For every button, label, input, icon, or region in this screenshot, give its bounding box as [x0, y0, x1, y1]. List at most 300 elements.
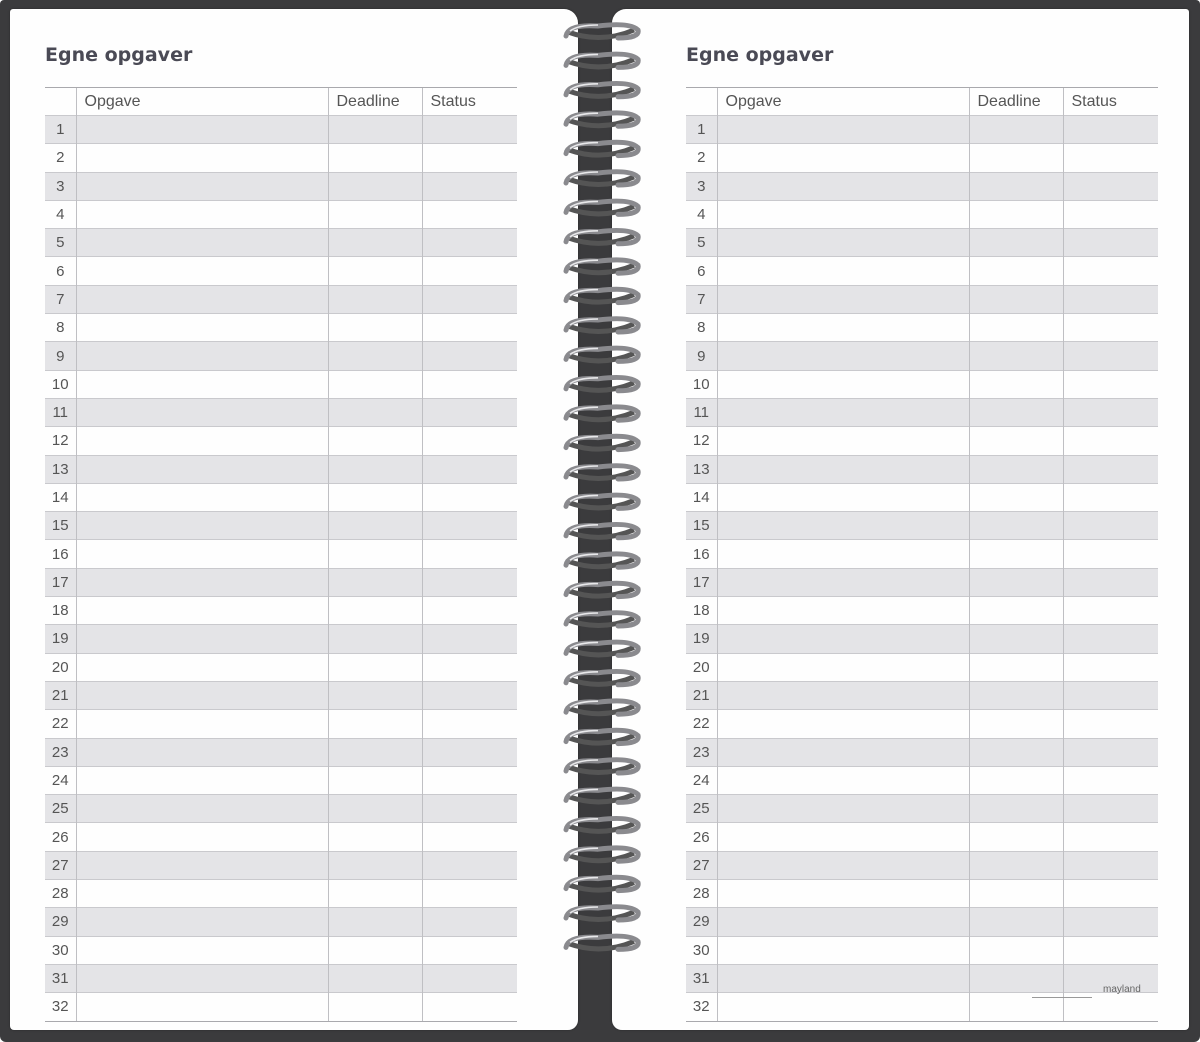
binding-ring: [566, 54, 638, 67]
row-number: 29: [45, 908, 76, 936]
deadline-cell[interactable]: [969, 512, 1063, 540]
row-number: 14: [686, 483, 717, 511]
status-cell[interactable]: [1063, 116, 1158, 144]
task-cell[interactable]: [76, 370, 328, 398]
deadline-cell[interactable]: [328, 285, 422, 313]
status-cell[interactable]: [422, 144, 517, 172]
task-cell[interactable]: [76, 229, 328, 257]
row-number: 3: [45, 172, 76, 200]
brand-logo: mayland: [1103, 984, 1141, 995]
task-cell[interactable]: [717, 964, 969, 992]
table-row: [45, 144, 517, 172]
task-cell[interactable]: [717, 880, 969, 908]
task-cell[interactable]: [717, 936, 969, 964]
binding-ring: [566, 760, 638, 773]
status-cell[interactable]: [1063, 625, 1158, 653]
task-cell[interactable]: [76, 427, 328, 455]
task-cell[interactable]: [717, 370, 969, 398]
row-number: 24: [686, 766, 717, 794]
row-number: 8: [686, 314, 717, 342]
table-row: [45, 681, 517, 709]
status-cell[interactable]: [422, 738, 517, 766]
deadline-cell[interactable]: [328, 908, 422, 936]
binding-ring: [566, 818, 638, 831]
row-number: 23: [45, 738, 76, 766]
task-cell[interactable]: [76, 342, 328, 370]
task-cell[interactable]: [717, 257, 969, 285]
status-cell[interactable]: [422, 172, 517, 200]
header-task: Opgave: [76, 88, 328, 116]
row-number: 2: [686, 144, 717, 172]
deadline-cell[interactable]: [969, 427, 1063, 455]
deadline-cell[interactable]: [328, 681, 422, 709]
deadline-cell[interactable]: [328, 116, 422, 144]
deadline-cell[interactable]: [328, 936, 422, 964]
task-cell[interactable]: [717, 710, 969, 738]
table-row: [686, 908, 1158, 936]
table-row: [45, 200, 517, 228]
deadline-cell[interactable]: [328, 766, 422, 794]
status-cell[interactable]: [1063, 370, 1158, 398]
table-row: [45, 795, 517, 823]
status-cell[interactable]: [422, 964, 517, 992]
deadline-cell[interactable]: [969, 795, 1063, 823]
task-cell[interactable]: [76, 908, 328, 936]
task-cell[interactable]: [717, 172, 969, 200]
row-number: 28: [686, 880, 717, 908]
status-cell[interactable]: [1063, 144, 1158, 172]
status-cell[interactable]: [1063, 172, 1158, 200]
task-cell[interactable]: [717, 625, 969, 653]
status-cell[interactable]: [422, 455, 517, 483]
deadline-cell[interactable]: [328, 144, 422, 172]
deadline-cell[interactable]: [328, 455, 422, 483]
task-cell[interactable]: [717, 398, 969, 426]
status-cell[interactable]: [422, 285, 517, 313]
table-row: [686, 766, 1158, 794]
status-cell[interactable]: [1063, 653, 1158, 681]
status-cell[interactable]: [422, 993, 517, 1021]
task-cell[interactable]: [717, 993, 969, 1021]
status-cell[interactable]: [422, 681, 517, 709]
row-number: 6: [45, 257, 76, 285]
deadline-cell[interactable]: [328, 597, 422, 625]
table-row: [686, 455, 1158, 483]
task-cell[interactable]: [717, 342, 969, 370]
status-cell[interactable]: [422, 908, 517, 936]
table-row: [45, 455, 517, 483]
status-cell[interactable]: [1063, 483, 1158, 511]
binding-ring: [566, 877, 638, 890]
deadline-cell[interactable]: [969, 880, 1063, 908]
binding-ring: [566, 907, 638, 920]
status-cell[interactable]: [422, 370, 517, 398]
deadline-cell[interactable]: [969, 455, 1063, 483]
task-cell[interactable]: [717, 455, 969, 483]
status-cell[interactable]: [1063, 257, 1158, 285]
status-cell[interactable]: [1063, 285, 1158, 313]
row-number: 12: [45, 427, 76, 455]
task-cell[interactable]: [76, 483, 328, 511]
task-cell[interactable]: [76, 540, 328, 568]
deadline-cell[interactable]: [328, 342, 422, 370]
binding-ring: [566, 554, 638, 567]
task-cell[interactable]: [76, 512, 328, 540]
header-deadline: Deadline: [969, 88, 1063, 116]
task-cell[interactable]: [717, 116, 969, 144]
deadline-cell[interactable]: [328, 880, 422, 908]
row-number: 5: [686, 229, 717, 257]
deadline-cell[interactable]: [969, 172, 1063, 200]
row-number: 21: [686, 681, 717, 709]
task-cell[interactable]: [717, 229, 969, 257]
deadline-cell[interactable]: [328, 257, 422, 285]
status-cell[interactable]: [422, 568, 517, 596]
row-number: 16: [686, 540, 717, 568]
row-number: 19: [45, 625, 76, 653]
status-cell[interactable]: [422, 936, 517, 964]
status-cell[interactable]: [422, 823, 517, 851]
binding-ring: [566, 142, 638, 155]
deadline-cell[interactable]: [969, 653, 1063, 681]
binding-ring: [566, 436, 638, 449]
status-cell[interactable]: [422, 710, 517, 738]
table-row: [686, 936, 1158, 964]
deadline-cell[interactable]: [969, 200, 1063, 228]
header-status: Status: [422, 88, 517, 116]
task-cell[interactable]: [76, 597, 328, 625]
table-row: [686, 370, 1158, 398]
task-cell[interactable]: [717, 795, 969, 823]
row-number: 18: [45, 597, 76, 625]
binding-ring: [566, 348, 638, 361]
table-row: [45, 766, 517, 794]
task-cell[interactable]: [76, 625, 328, 653]
deadline-cell[interactable]: [969, 908, 1063, 936]
row-number: 31: [686, 964, 717, 992]
task-cell[interactable]: [76, 964, 328, 992]
status-cell[interactable]: [422, 342, 517, 370]
row-number: 12: [686, 427, 717, 455]
header-task: Opgave: [717, 88, 969, 116]
status-cell[interactable]: [1063, 568, 1158, 596]
status-cell[interactable]: [422, 512, 517, 540]
deadline-cell[interactable]: [328, 398, 422, 426]
deadline-cell[interactable]: [969, 257, 1063, 285]
binding-ring: [566, 172, 638, 185]
deadline-cell[interactable]: [969, 681, 1063, 709]
deadline-cell[interactable]: [328, 512, 422, 540]
task-cell[interactable]: [717, 540, 969, 568]
deadline-cell[interactable]: [969, 710, 1063, 738]
deadline-cell[interactable]: [328, 314, 422, 342]
deadline-cell[interactable]: [969, 936, 1063, 964]
deadline-cell[interactable]: [969, 370, 1063, 398]
status-cell[interactable]: [1063, 681, 1158, 709]
table-row: [686, 653, 1158, 681]
deadline-cell[interactable]: [969, 229, 1063, 257]
status-cell[interactable]: [1063, 880, 1158, 908]
binding-ring: [566, 848, 638, 861]
status-cell[interactable]: [1063, 766, 1158, 794]
table-row: [686, 710, 1158, 738]
table-row: [45, 172, 517, 200]
table-row: [45, 653, 517, 681]
deadline-cell[interactable]: [328, 964, 422, 992]
task-cell[interactable]: [717, 738, 969, 766]
deadline-cell[interactable]: [328, 653, 422, 681]
status-cell[interactable]: [422, 229, 517, 257]
deadline-cell[interactable]: [328, 427, 422, 455]
status-cell[interactable]: [1063, 455, 1158, 483]
status-cell[interactable]: [1063, 597, 1158, 625]
status-cell[interactable]: [422, 625, 517, 653]
task-cell[interactable]: [76, 795, 328, 823]
row-number: 28: [45, 880, 76, 908]
page-title: Egne opgaver: [45, 44, 193, 66]
binding-ring: [566, 701, 638, 714]
task-cell[interactable]: [717, 851, 969, 879]
status-cell[interactable]: [1063, 398, 1158, 426]
deadline-cell[interactable]: [328, 200, 422, 228]
table-row: [686, 795, 1158, 823]
row-number: 25: [45, 795, 76, 823]
binding-ring: [566, 25, 638, 38]
task-cell[interactable]: [717, 483, 969, 511]
task-cell[interactable]: [717, 512, 969, 540]
task-cell[interactable]: [717, 908, 969, 936]
deadline-cell[interactable]: [969, 625, 1063, 653]
row-number: 14: [45, 483, 76, 511]
status-cell[interactable]: [422, 257, 517, 285]
table-row: [45, 342, 517, 370]
table-row: [45, 597, 517, 625]
deadline-cell[interactable]: [328, 710, 422, 738]
table-row: [686, 285, 1158, 313]
row-number: 30: [686, 936, 717, 964]
deadline-cell[interactable]: [328, 568, 422, 596]
task-cell[interactable]: [76, 936, 328, 964]
task-cell[interactable]: [76, 285, 328, 313]
table-row: [45, 427, 517, 455]
status-cell[interactable]: [1063, 512, 1158, 540]
table-row: [45, 398, 517, 426]
row-number: 9: [686, 342, 717, 370]
spiral-binding: [558, 0, 644, 1042]
status-cell[interactable]: [422, 766, 517, 794]
status-cell[interactable]: [422, 427, 517, 455]
row-number: 2: [45, 144, 76, 172]
table-row: [45, 285, 517, 313]
deadline-cell[interactable]: [969, 483, 1063, 511]
task-cell[interactable]: [76, 710, 328, 738]
task-cell[interactable]: [717, 144, 969, 172]
deadline-cell[interactable]: [328, 823, 422, 851]
table-row: [686, 625, 1158, 653]
status-cell[interactable]: [1063, 936, 1158, 964]
table-row: [686, 851, 1158, 879]
table-row: [45, 483, 517, 511]
table-row: [686, 880, 1158, 908]
table-row: [45, 314, 517, 342]
task-cell[interactable]: [76, 880, 328, 908]
task-cell[interactable]: [76, 144, 328, 172]
row-number: 20: [686, 653, 717, 681]
table-row: [45, 512, 517, 540]
table-row: [45, 568, 517, 596]
deadline-cell[interactable]: [969, 144, 1063, 172]
status-cell[interactable]: [1063, 540, 1158, 568]
task-cell[interactable]: [76, 823, 328, 851]
task-cell[interactable]: [717, 653, 969, 681]
table-row: [686, 172, 1158, 200]
status-cell[interactable]: [1063, 738, 1158, 766]
table-row: [45, 540, 517, 568]
row-number: 32: [45, 993, 76, 1021]
table-row: [686, 964, 1158, 992]
status-cell[interactable]: [1063, 710, 1158, 738]
deadline-cell[interactable]: [969, 568, 1063, 596]
status-cell[interactable]: [1063, 795, 1158, 823]
row-number: 11: [686, 398, 717, 426]
table-row: [686, 738, 1158, 766]
deadline-cell[interactable]: [328, 229, 422, 257]
task-cell[interactable]: [76, 568, 328, 596]
row-number: 10: [45, 370, 76, 398]
task-cell[interactable]: [717, 200, 969, 228]
row-number: 30: [45, 936, 76, 964]
table-row: [45, 880, 517, 908]
row-number: 13: [686, 455, 717, 483]
table-row: [686, 568, 1158, 596]
table-row: [45, 851, 517, 879]
task-cell[interactable]: [76, 993, 328, 1021]
deadline-cell[interactable]: [969, 964, 1063, 992]
deadline-cell[interactable]: [969, 314, 1063, 342]
binding-ring: [566, 495, 638, 508]
status-cell[interactable]: [422, 398, 517, 426]
status-cell[interactable]: [422, 880, 517, 908]
task-cell[interactable]: [76, 455, 328, 483]
row-number: 23: [686, 738, 717, 766]
deadline-cell[interactable]: [969, 738, 1063, 766]
status-cell[interactable]: [1063, 851, 1158, 879]
status-cell[interactable]: [1063, 427, 1158, 455]
table-row: [45, 908, 517, 936]
row-number: 16: [45, 540, 76, 568]
row-number: 17: [45, 568, 76, 596]
table-row: [45, 823, 517, 851]
deadline-cell[interactable]: [328, 851, 422, 879]
deadline-cell[interactable]: [328, 483, 422, 511]
status-cell[interactable]: [422, 200, 517, 228]
task-cell[interactable]: [717, 823, 969, 851]
row-number: 3: [686, 172, 717, 200]
status-cell[interactable]: [1063, 823, 1158, 851]
status-cell[interactable]: [1063, 314, 1158, 342]
binding-ring: [566, 583, 638, 596]
task-cell[interactable]: [76, 200, 328, 228]
task-cell[interactable]: [717, 314, 969, 342]
status-cell[interactable]: [422, 795, 517, 823]
status-cell[interactable]: [422, 540, 517, 568]
status-cell[interactable]: [422, 314, 517, 342]
task-cell[interactable]: [76, 681, 328, 709]
task-cell[interactable]: [76, 766, 328, 794]
status-cell[interactable]: [422, 483, 517, 511]
row-number: 11: [45, 398, 76, 426]
row-number: 4: [45, 200, 76, 228]
deadline-cell[interactable]: [328, 625, 422, 653]
deadline-cell[interactable]: [969, 285, 1063, 313]
task-cell[interactable]: [76, 257, 328, 285]
task-cell[interactable]: [717, 285, 969, 313]
header-number: [45, 88, 76, 116]
task-cell[interactable]: [717, 766, 969, 794]
deadline-cell[interactable]: [328, 540, 422, 568]
task-cell[interactable]: [717, 568, 969, 596]
task-cell[interactable]: [76, 314, 328, 342]
binding-ring: [566, 230, 638, 243]
deadline-cell[interactable]: [969, 766, 1063, 794]
deadline-cell[interactable]: [969, 851, 1063, 879]
row-number: 4: [686, 200, 717, 228]
task-cell[interactable]: [717, 681, 969, 709]
binding-ring: [566, 730, 638, 743]
brand-underline: [1032, 997, 1092, 998]
task-cell[interactable]: [717, 427, 969, 455]
table-row: [686, 257, 1158, 285]
row-number: 18: [686, 597, 717, 625]
row-number: 25: [686, 795, 717, 823]
row-number: 17: [686, 568, 717, 596]
task-cell[interactable]: [76, 172, 328, 200]
table-row: [686, 200, 1158, 228]
status-cell[interactable]: [1063, 200, 1158, 228]
task-cell[interactable]: [717, 597, 969, 625]
deadline-cell[interactable]: [328, 370, 422, 398]
task-cell[interactable]: [76, 851, 328, 879]
deadline-cell[interactable]: [969, 342, 1063, 370]
status-cell[interactable]: [422, 116, 517, 144]
deadline-cell[interactable]: [969, 116, 1063, 144]
table-row: [686, 144, 1158, 172]
deadline-cell[interactable]: [328, 738, 422, 766]
status-cell[interactable]: [422, 597, 517, 625]
status-cell[interactable]: [1063, 908, 1158, 936]
status-cell[interactable]: [422, 851, 517, 879]
status-cell[interactable]: [422, 653, 517, 681]
task-cell[interactable]: [76, 398, 328, 426]
status-cell[interactable]: [1063, 342, 1158, 370]
binding-ring: [566, 377, 638, 390]
deadline-cell[interactable]: [328, 993, 422, 1021]
deadline-cell[interactable]: [969, 823, 1063, 851]
deadline-cell[interactable]: [969, 540, 1063, 568]
table-row: [686, 427, 1158, 455]
task-cell[interactable]: [76, 738, 328, 766]
deadline-cell[interactable]: [969, 398, 1063, 426]
row-number: 5: [45, 229, 76, 257]
task-cell[interactable]: [76, 116, 328, 144]
status-cell[interactable]: [1063, 229, 1158, 257]
binding-ring: [566, 936, 638, 949]
header-status: Status: [1063, 88, 1158, 116]
deadline-cell[interactable]: [328, 172, 422, 200]
task-cell[interactable]: [76, 653, 328, 681]
deadline-cell[interactable]: [969, 597, 1063, 625]
deadline-cell[interactable]: [328, 795, 422, 823]
